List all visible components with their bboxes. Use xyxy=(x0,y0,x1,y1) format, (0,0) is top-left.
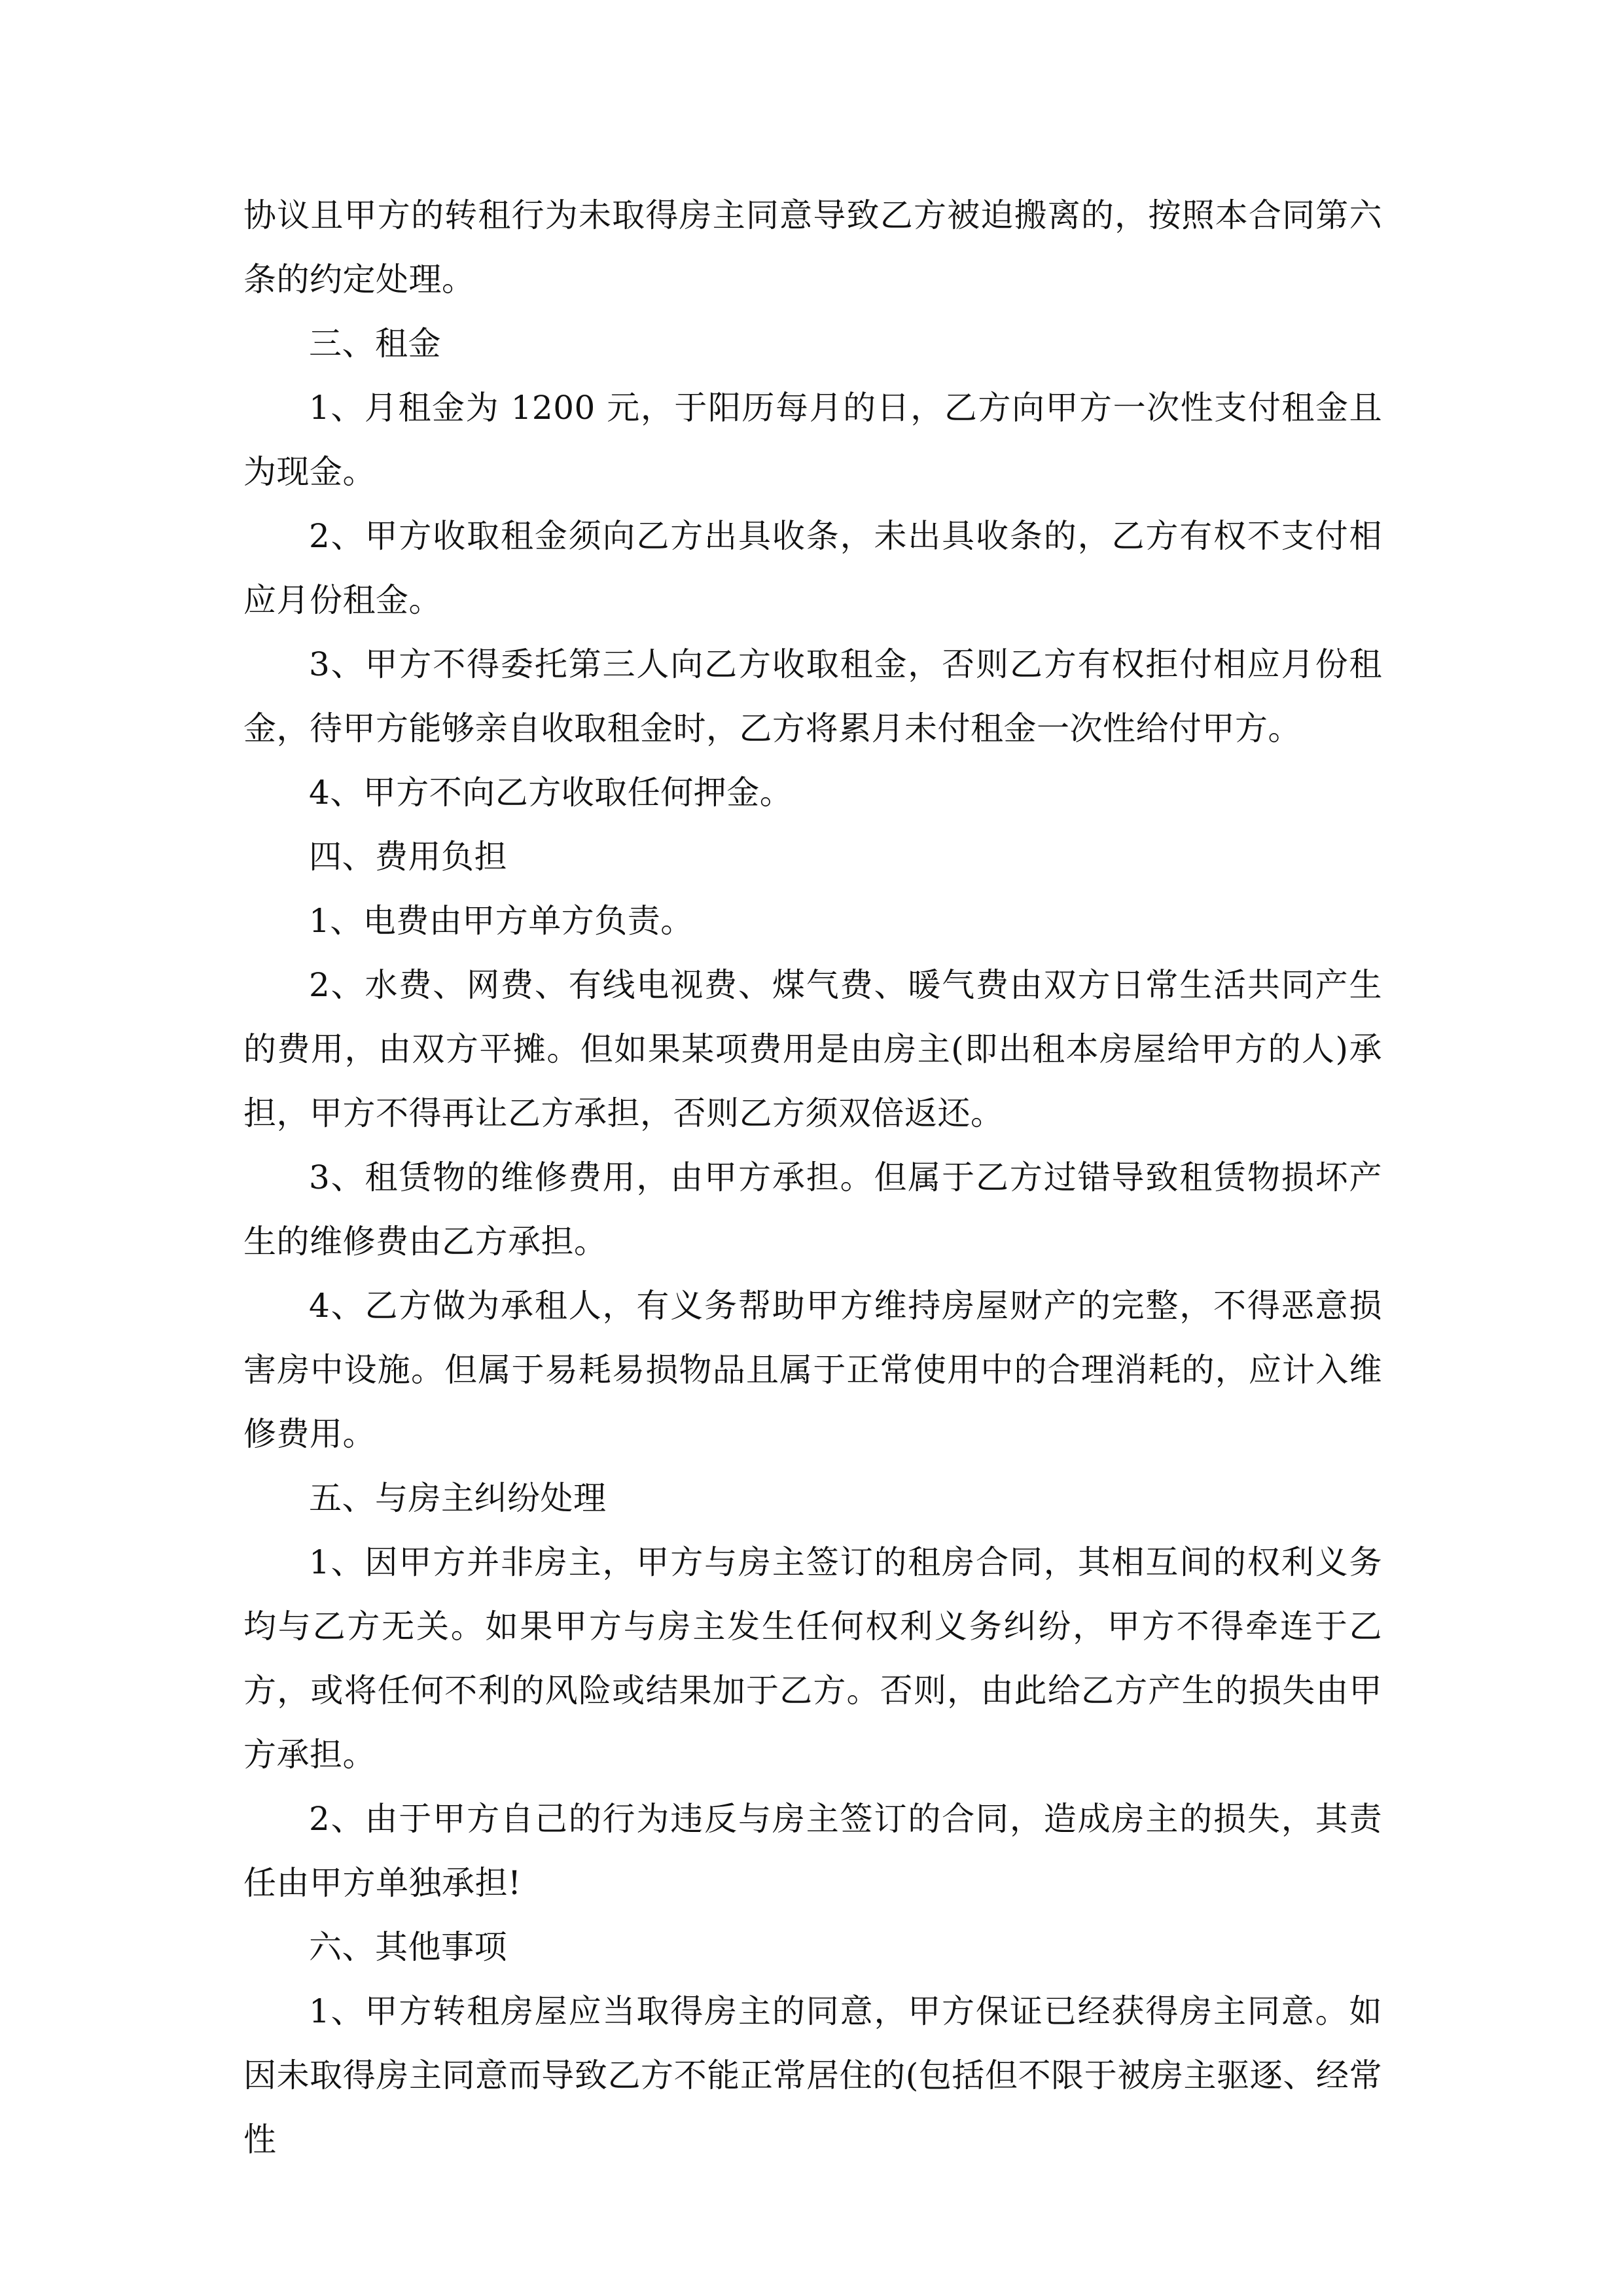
section-heading-other-matters: 六、其他事项 xyxy=(309,1928,507,1966)
expense-clause-2: 2、水费、网费、有线电视费、煤气费、暖气费由双方日常生活共同产生的费用，由双方平摊。但如果某项费用是由房主(即出租本房屋给甲方的人)承担，甲方不得再让乙方承担，否则乙方须双倍返还。 xyxy=(243,966,1382,1132)
rent-clause-3: 3、甲方不得委托第三人向乙方收取租金，否则乙方有权拒付相应月份租金，待甲方能够亲自收取租金时，乙方将累月未付租金一次性给付甲方。 xyxy=(243,645,1382,747)
dispute-clause-1: 1、因甲方并非房主，甲方与房主签订的租房合同，其相互间的权利义务均与乙方无关。如果甲方与房主发生任何权利义务纠纷，甲方不得牵连于乙方，或将任何不利的风险或结果加于乙方。否则，由此给乙方产生的损失由甲方承担。 xyxy=(243,1543,1382,1774)
expense-clause-4: 4、乙方做为承租人，有义务帮助甲方维持房屋财产的完整，不得恶意损害房中设施。但属于易耗易损物品且属于正常使用中的合理消耗的，应计入维修费用。 xyxy=(243,1287,1382,1453)
expense-clause-3: 3、租赁物的维修费用，由甲方承担。但属于乙方过错导致租赁物损坏产生的维修费由乙方承担。 xyxy=(243,1158,1382,1261)
rent-clause-2: 2、甲方收取租金须向乙方出具收条，未出具收条的，乙方有权不支付相应月份租金。 xyxy=(243,517,1382,619)
document-body xyxy=(243,183,1382,2172)
other-clause-1: 1、甲方转租房屋应当取得房主的同意，甲方保证已经获得房主同意。如因未取得房主同意而导致乙方不能正常居住的(包括但不限于被房主驱逐、经常性 xyxy=(243,1992,1382,2159)
section-heading-expenses: 四、费用负担 xyxy=(309,838,507,876)
section-heading-rent: 三、租金 xyxy=(309,325,441,363)
section-heading-landlord-disputes: 五、与房主纠纷处理 xyxy=(309,1479,607,1517)
rent-clause-4: 4、甲方不向乙方收取任何押金。 xyxy=(309,774,793,812)
paragraph-continuation: 协议且甲方的转租行为未取得房主同意导致乙方被迫搬离的，按照本合同第六条的约定处理。 xyxy=(243,196,1382,298)
expense-clause-1: 1、电费由甲方单方负责。 xyxy=(309,902,694,940)
dispute-clause-2: 2、由于甲方自己的行为违反与房主签订的合同，造成房主的损失，其责任由甲方单独承担! xyxy=(243,1800,1382,1902)
rent-clause-1: 1、月租金为 1200 元，于阳历每月的日，乙方向甲方一次性支付租金且为现金。 xyxy=(243,389,1382,491)
